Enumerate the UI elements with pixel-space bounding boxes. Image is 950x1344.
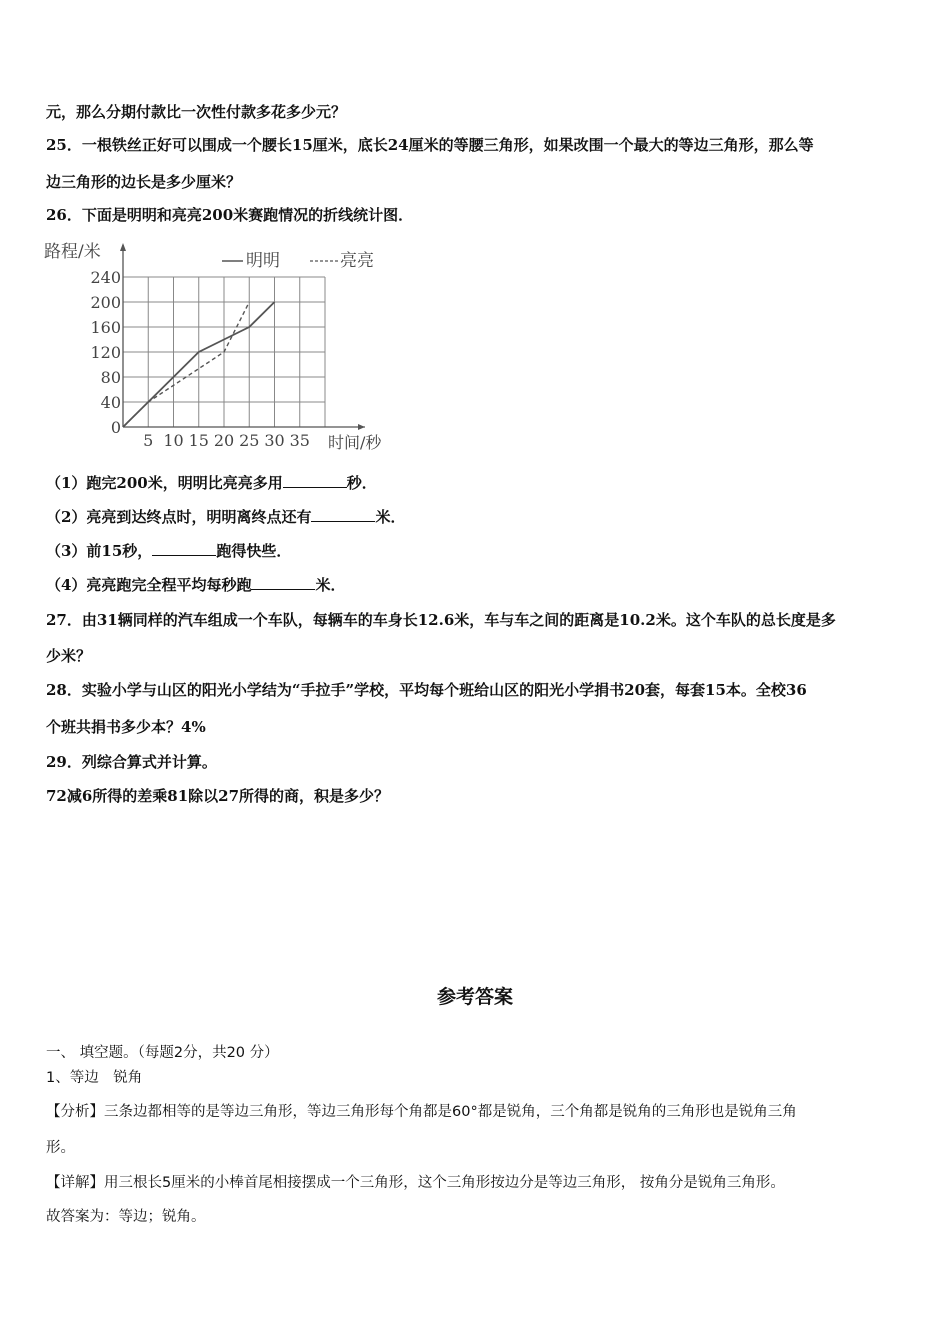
answer-analysis: 【分析】三条边都相等的是等边三角形，等边三角形每个角都是60°都是锐角，三个角都是锐角的三角形也是锐角三角 [46, 1104, 797, 1120]
question-28-cont: 个班共捐书多少本？4% [46, 718, 206, 736]
x-tick-label: 35 [289, 431, 310, 450]
answer-1: 1、等边 锐角 [46, 1070, 143, 1086]
text: 米． [375, 508, 406, 526]
text: （4）亮亮跑完全程平均每秒跑 [46, 576, 252, 594]
x-tick-label: 30 [264, 431, 285, 450]
question-29-cont: 72减6所得的差乘81除以27所得的商，积是多少？ [46, 787, 390, 805]
x-tick-label: 25 [239, 431, 260, 450]
x-axis-arrow-icon [358, 424, 365, 430]
question-26-1 [46, 473, 377, 493]
text: （3）前15秒， [46, 542, 153, 560]
question-26-3 [46, 541, 291, 561]
answer-blank[interactable] [251, 575, 315, 590]
y-tick-label: 240 [90, 268, 121, 287]
answers-section-heading: 一、 填空题。（每题2分，共20 分） [46, 1045, 279, 1061]
question-29: 29．列综合算式并计算。 [46, 753, 217, 771]
x-tick-label: 15 [188, 431, 209, 450]
question-27: 27．由31辆同样的汽车组成一个车队，每辆车的车身长12.6米，车与车之间的距离是10.2米。这个车队的总长度是多 [46, 611, 836, 629]
y-tick-label: 160 [90, 318, 121, 337]
answers-title: 参考答案 [436, 986, 513, 1008]
answer-analysis-cont: 形。 [46, 1140, 75, 1156]
text: 秒． [346, 474, 377, 492]
y-tick-label: 200 [90, 293, 121, 312]
legend-label-liangliang: 亮亮 [340, 251, 374, 271]
y-tick-label: 40 [100, 393, 121, 412]
answer-blank[interactable] [152, 541, 216, 556]
question-24-tail: 元，那么分期付款比一次性付款多花多少元？ [46, 103, 347, 121]
text: 跑得快些． [216, 542, 292, 560]
text: 米． [315, 576, 346, 594]
x-tick-label: 10 [163, 431, 184, 450]
question-28: 28．实验小学与山区的阳光小学结为“手拉手”学校，平均每个班给山区的阳光小学捐书20套，每套15本。全校36 [46, 681, 807, 699]
answer-blank[interactable] [283, 473, 347, 488]
line-chart [40, 235, 400, 455]
y-tick-label: 0 [110, 418, 121, 437]
y-tick-label: 80 [100, 368, 121, 387]
x-tick-label: 20 [213, 431, 235, 450]
text: （1）跑完200米，明明比亮亮多用 [46, 474, 283, 492]
answer-conclusion: 故答案为：等边；锐角。 [46, 1209, 206, 1225]
question-26: 26．下面是明明和亮亮200米赛跑情况的折线统计图． [46, 206, 414, 224]
question-27-cont: 少米？ [46, 647, 92, 665]
answer-detail: 【详解】用三根长5厘米的小棒首尾相接摆成一个三角形，这个三角形按边分是等边三角形， 按角分是锐角三角形。 [46, 1175, 785, 1191]
y-axis-arrow-icon [120, 243, 126, 251]
text: （2）亮亮到达终点时，明明离终点还有 [46, 508, 312, 526]
question-25-cont: 边三角形的边长是多少厘米？ [46, 173, 242, 191]
x-tick-label: 5 [143, 431, 154, 450]
x-axis-label: 时间/秒 [328, 433, 382, 452]
legend-label-mingming: 明明 [246, 251, 280, 271]
question-26-4 [46, 575, 345, 595]
y-axis-label: 路程/米 [44, 242, 101, 262]
question-26-2 [46, 507, 405, 527]
answer-blank[interactable] [311, 507, 375, 522]
y-tick-label: 120 [90, 343, 121, 362]
question-25: 25．一根铁丝正好可以围成一个腰长15厘米，底长24厘米的等腰三角形，如果改围一个最大的等边三角形，那么等 [46, 136, 814, 154]
